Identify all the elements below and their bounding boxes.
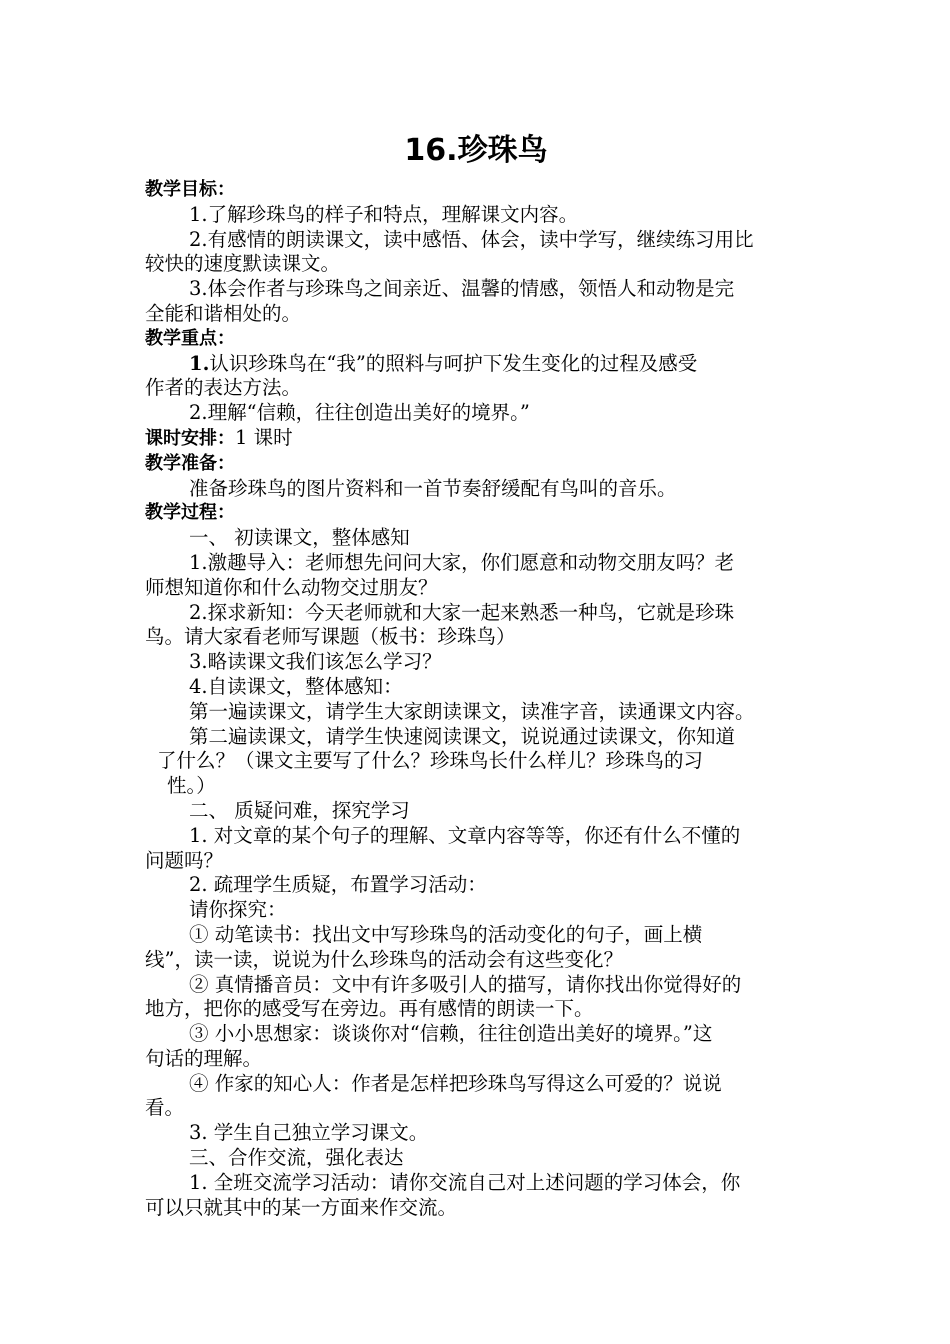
key-point-1-line-2: 作者的表达方法。 <box>145 376 302 400</box>
s1-item-1-line-2: 师想知道你和什么动物交过朋友？ <box>145 575 438 599</box>
goal-2-line-1: 2.有感情的朗读课文，读中感悟、体会，读中学写，继续练习用比 <box>189 227 754 251</box>
s1-item-2-line-2: 鸟。请大家看老师写课题（板书：珍珠鸟） <box>145 625 516 649</box>
goal-3-line-1: 3.体会作者与珍珠鸟之间亲近、温馨的情感，领悟人和动物是完 <box>189 277 735 301</box>
s1-first-reading: 第一遍读课文，请学生大家朗读课文，读准字音，读通课文内容。 <box>189 699 755 723</box>
s2-explore-label: 请你探究： <box>189 898 287 922</box>
process-heading: 教学过程： <box>145 502 235 524</box>
s1-item-4: 4.自读课文，整体感知： <box>189 674 403 698</box>
prep-heading: 教学准备： <box>145 452 235 474</box>
s2-task-3-line-1: ③ 小小思想家：谈谈你对“信赖，往往创造出美好的境界。”这 <box>189 1022 713 1046</box>
schedule-heading: 课时安排： <box>145 427 235 449</box>
s2-task-2-line-2: 地方，把你的感受写在旁边。再有感情的朗读一下。 <box>145 997 594 1021</box>
section-2-title: 二、 质疑问难，探究学习 <box>189 798 410 822</box>
s2-task-2-line-1: ② 真情播音员：文中有许多吸引人的描写，请你找出你觉得好的 <box>189 972 742 996</box>
section-1-title: 一、 初读课文，整体感知 <box>189 526 410 550</box>
lesson-plan-body <box>145 128 807 1220</box>
s1-second-reading-line-2: 了什么？（课文主要写了什么？珍珠鸟长什么样儿？珍珠鸟的习 <box>157 749 704 773</box>
key-point-2: 2.理解“信赖，往往创造出美好的境界。” <box>189 401 530 425</box>
s1-second-reading-line-1: 第二遍读课文，请学生快速阅读课文，说说通过读课文，你知道 <box>189 724 736 748</box>
s2-item-1-line-1: 1. 对文章的某个句子的理解、文章内容等等，你还有什么不懂的 <box>189 823 741 847</box>
s2-task-4-line-1: ④ 作家的知心人：作者是怎样把珍珠鸟写得这么可爱的？说说 <box>189 1071 722 1095</box>
s1-item-3: 3.略读课文我们该怎么学习？ <box>189 650 442 674</box>
s2-task-4-line-2: 看。 <box>145 1096 185 1120</box>
goal-1: 1.了解珍珠鸟的样子和特点，理解课文内容。 <box>189 202 579 226</box>
s2-item-2: 2. 疏理学生质疑，布置学习活动： <box>189 873 487 897</box>
s2-task-3-line-2: 句话的理解。 <box>145 1046 263 1070</box>
schedule-line <box>145 426 807 452</box>
schedule-value: 1 课时 <box>235 425 293 449</box>
s2-item-1-line-2: 问题吗？ <box>145 848 224 872</box>
s1-second-reading-line-3: 性。） <box>167 774 216 798</box>
s2-task-1-line-1: ① 动笔读书：找出文中写珍珠鸟的活动变化的句子，画上横 <box>189 922 703 946</box>
goal-3-line-2: 全能和谐相处的。 <box>145 301 302 325</box>
goal-2-line-2: 较快的速度默读课文。 <box>145 252 341 276</box>
key-point-1-line-1 <box>145 352 807 377</box>
s2-task-1-line-2: 线”，读一读，说说为什么珍珠鸟的活动会有这些变化？ <box>145 947 623 971</box>
s1-item-1-line-1: 1.激趣导入：老师想先问问大家，你们愿意和动物交朋友吗？老 <box>189 550 735 574</box>
key-point-1-number: 1. <box>189 351 210 375</box>
goals-heading: 教学目标： <box>145 179 235 200</box>
section-3-title: 三、合作交流，强化表达 <box>189 1146 404 1170</box>
s3-item-1-line-1: 1. 全班交流学习活动：请你交流自己对上述问题的学习体会，你 <box>189 1170 741 1194</box>
s3-item-1-line-2: 可以只就其中的某一方面来作交流。 <box>145 1195 458 1219</box>
s1-item-2-line-1: 2.探求新知：今天老师就和大家一起来熟悉一种鸟，它就是珍珠 <box>189 600 735 624</box>
s2-item-3: 3. 学生自己独立学习课文。 <box>189 1121 429 1145</box>
prep-text: 准备珍珠鸟的图片资料和一首节奏舒缓配有鸟叫的音乐。 <box>189 476 677 500</box>
key-point-1-text: 认识珍珠鸟在“我”的照料与呵护下发生变化的过程及感受 <box>209 351 698 375</box>
lesson-title: 16.珍珠鸟 <box>404 133 548 168</box>
key-points-heading: 教学重点： <box>145 327 235 349</box>
